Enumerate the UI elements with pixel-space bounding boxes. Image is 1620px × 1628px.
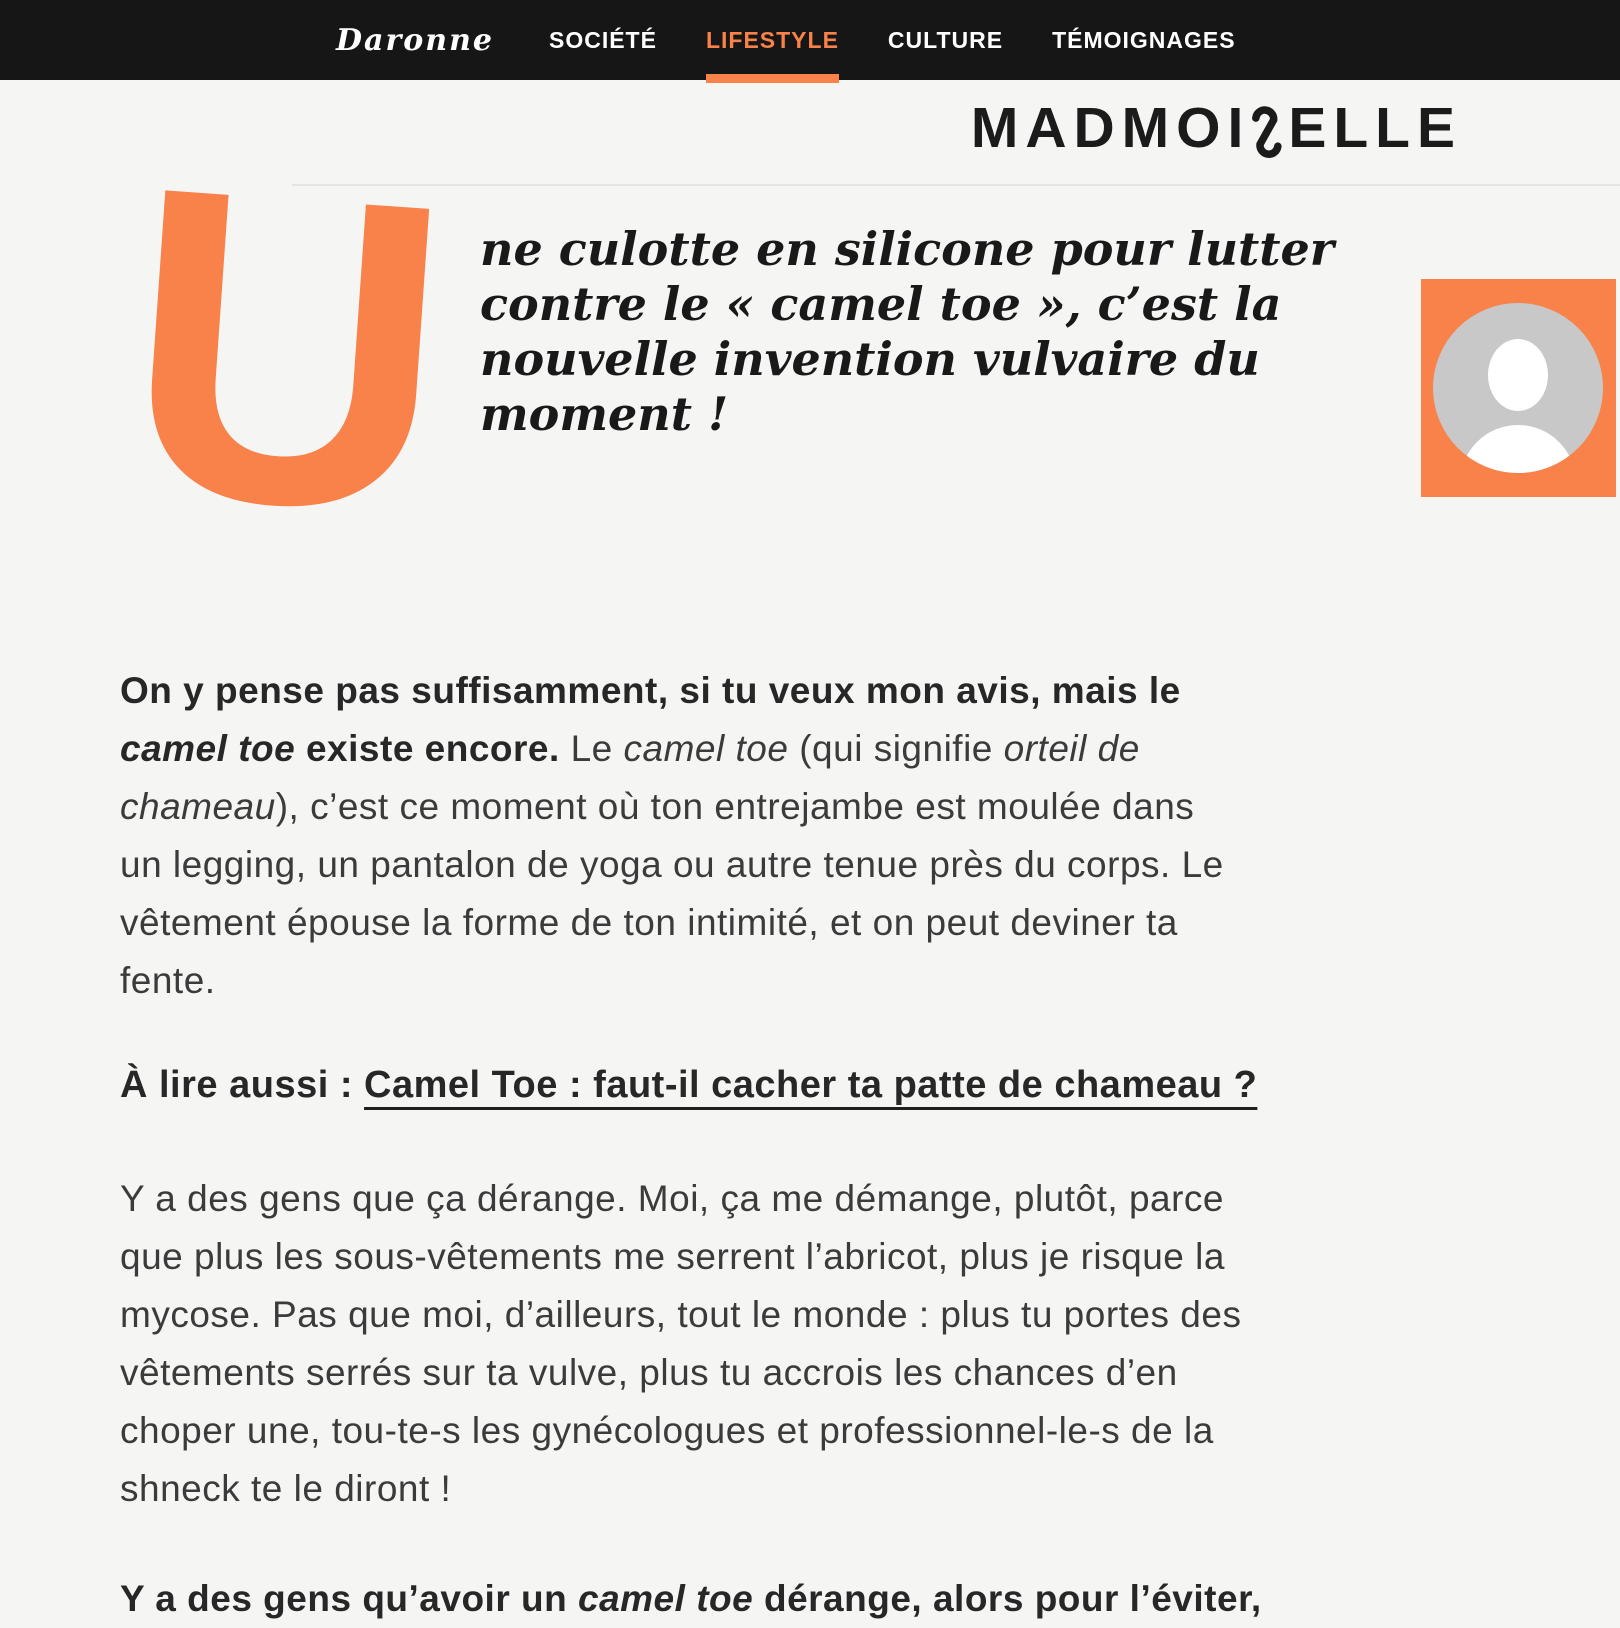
- person-shoulders-icon: [1460, 425, 1576, 473]
- stylized-z-icon: [1251, 104, 1285, 164]
- text-line: [120, 1402, 1360, 1460]
- text-segment: fente.: [120, 960, 216, 1001]
- nav-item-lifestyle[interactable]: LIFESTYLE: [705, 26, 839, 53]
- text-segment: que plus les sous-vêtements me serrent l’abricot, plus je risque la: [120, 1236, 1225, 1277]
- avatar-placeholder-circle: [1433, 303, 1603, 473]
- article-body: [120, 662, 1360, 1628]
- text-segment: Y a des gens que ça dérange. Moi, ça me démange, plutôt, parce: [120, 1178, 1224, 1219]
- text-segment: un legging, un pantalon de yoga ou autre tenue près du corps. Le: [120, 844, 1224, 885]
- headline-line: contre le « camel toe », c’est la: [480, 277, 1282, 331]
- headline-line: ne culotte en silicone pour lutter: [480, 222, 1335, 276]
- article-paragraph: [120, 662, 1360, 1010]
- person-icon: [1488, 339, 1548, 411]
- nav-item-societe[interactable]: SOCIÉTÉ: [548, 26, 657, 53]
- nav-item-culture[interactable]: CULTURE: [887, 26, 1004, 53]
- text-line: [120, 894, 1360, 952]
- text-segment: ), c’est ce moment où ton entrejambe est moulée dans: [275, 786, 1195, 827]
- read-also-link[interactable]: Camel Toe : faut-il cacher ta patte de chameau ?: [364, 1064, 1258, 1106]
- text-line: [120, 720, 1360, 778]
- text-segment: camel toe: [623, 728, 789, 769]
- logo-text-after: ELLE: [1288, 96, 1462, 160]
- author-avatar[interactable]: [1421, 279, 1616, 497]
- text-line: [120, 1460, 1360, 1518]
- dropcap-letter: U: [111, 94, 463, 607]
- text-line: [120, 1056, 1360, 1114]
- text-segment: choper une, tou-te-s les gynécologues et professionnel-le-s de la: [120, 1410, 1214, 1451]
- text-line: [120, 778, 1360, 836]
- text-line: [120, 1344, 1360, 1402]
- text-segment: camel toe: [120, 728, 296, 769]
- text-segment: orteil de: [1003, 728, 1140, 769]
- text-line: [120, 662, 1360, 720]
- text-segment: vêtements serrés sur ta vulve, plus tu accrois les chances d’en: [120, 1352, 1178, 1393]
- text-line: [120, 836, 1360, 894]
- text-segment: À lire aussi :: [120, 1064, 365, 1106]
- main-nav: [549, 27, 1236, 54]
- text-line: [120, 1286, 1360, 1344]
- top-nav-bar: [0, 0, 1620, 80]
- text-line: [120, 1570, 1360, 1628]
- site-logo[interactable]: [970, 96, 1462, 160]
- text-segment: mycose. Pas que moi, d’ailleurs, tout le monde : plus tu portes des: [120, 1294, 1242, 1335]
- text-line: [120, 952, 1360, 1010]
- header-divider: [292, 184, 1620, 186]
- article-paragraph: [120, 1170, 1360, 1518]
- text-segment: dérange, alors pour l’éviter,: [753, 1578, 1262, 1619]
- text-line: [120, 1170, 1360, 1228]
- text-segment: camel toe: [578, 1578, 754, 1619]
- text-segment: Le: [570, 728, 624, 769]
- text-segment: On y pense pas suffisamment, si tu veux mon avis, mais le: [120, 670, 1181, 711]
- article-paragraph: [120, 1056, 1360, 1114]
- headline-line: moment !: [480, 387, 729, 441]
- text-segment: existe encore.: [295, 728, 571, 769]
- article-headline: [480, 222, 1334, 442]
- text-line: [120, 1228, 1360, 1286]
- text-segment: Y a des gens qu’avoir un: [120, 1578, 578, 1619]
- article-paragraph: [120, 1570, 1360, 1628]
- nav-item-temoignages[interactable]: TÉMOIGNAGES: [1052, 26, 1236, 53]
- text-segment: shneck te le diront !: [120, 1468, 452, 1509]
- headline-line: nouvelle invention vulvaire du: [480, 332, 1260, 386]
- text-segment: (qui signifie: [788, 728, 1004, 769]
- logo-text-before: MADMOI: [970, 96, 1251, 160]
- brand-daronne[interactable]: Daronne: [336, 22, 494, 58]
- text-segment: chameau: [120, 786, 276, 827]
- text-segment: vêtement épouse la forme de ton intimité, et on peut deviner ta: [120, 902, 1178, 943]
